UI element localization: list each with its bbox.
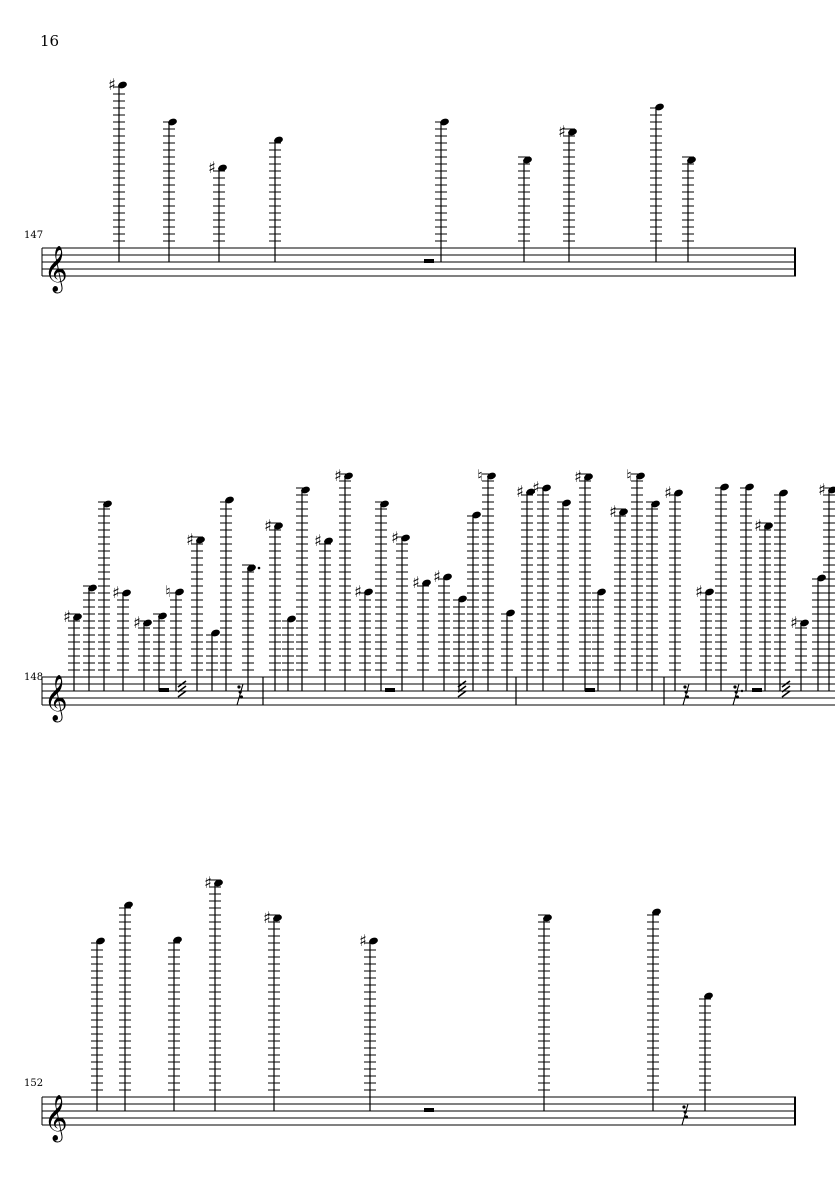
note — [774, 488, 789, 691]
half-rest — [159, 688, 169, 692]
short-rest — [237, 684, 243, 705]
note — [220, 495, 235, 691]
note — [609, 502, 629, 691]
treble-clef-icon: 𝄞 — [44, 246, 68, 292]
rest-flag — [237, 685, 240, 688]
note — [112, 583, 132, 691]
rest-flag — [686, 695, 689, 698]
augmentation-dot — [258, 567, 261, 570]
note — [695, 582, 715, 691]
sharp-icon: ♯ — [186, 530, 194, 549]
note — [269, 135, 284, 262]
sharp-icon: ♯ — [204, 873, 212, 892]
note — [558, 122, 578, 262]
sharp-icon: ♯ — [108, 75, 116, 94]
note — [626, 466, 646, 691]
note — [208, 158, 228, 262]
short-rest — [733, 684, 743, 705]
note — [538, 913, 553, 1111]
note — [391, 528, 411, 691]
natural-icon: ♮ — [477, 466, 483, 485]
note — [647, 907, 662, 1111]
note — [557, 498, 572, 691]
sharp-icon: ♯ — [433, 567, 441, 586]
augmentation-dot — [741, 690, 743, 692]
note — [359, 931, 379, 1111]
note — [186, 530, 206, 691]
note — [153, 611, 168, 691]
note — [91, 936, 106, 1111]
note — [98, 499, 113, 691]
sharp-icon: ♯ — [818, 480, 826, 499]
half-rest — [424, 1108, 434, 1112]
sharp-icon: ♯ — [133, 613, 141, 632]
treble-clef-icon: 𝄞 — [44, 675, 68, 721]
note — [467, 510, 482, 691]
half-rest — [424, 259, 434, 263]
natural-icon: ♮ — [626, 466, 632, 485]
staff-system-152 — [42, 1095, 796, 1143]
sharp-icon: ♯ — [314, 531, 322, 550]
note — [282, 614, 297, 691]
half-rest — [385, 688, 395, 692]
sharp-icon: ♯ — [263, 908, 271, 927]
sharp-icon: ♯ — [664, 483, 672, 502]
note — [314, 531, 334, 691]
note — [108, 75, 128, 262]
measure-number-152: 152 — [24, 1078, 44, 1089]
rest-flag — [733, 685, 736, 688]
note — [433, 567, 453, 691]
note — [754, 516, 774, 691]
measure-number-148: 148 — [24, 672, 44, 683]
note — [740, 482, 755, 691]
note — [206, 628, 221, 691]
note — [532, 478, 552, 691]
note — [646, 499, 661, 691]
note — [699, 991, 714, 1111]
sharp-icon: ♯ — [609, 502, 617, 521]
treble-clef-icon: 𝄞 — [44, 1095, 68, 1141]
note — [296, 485, 311, 691]
rest-flag — [735, 690, 738, 693]
note — [682, 155, 697, 262]
sharp-icon: ♯ — [359, 931, 367, 950]
note — [163, 117, 178, 262]
half-rest — [585, 688, 595, 692]
note — [264, 516, 284, 691]
page-number: 16 — [40, 32, 60, 50]
beam-flags — [178, 681, 186, 697]
note — [435, 117, 450, 262]
rest-flag — [682, 1105, 685, 1108]
sharp-icon: ♯ — [532, 478, 540, 497]
measure-number-147: 147 — [24, 230, 44, 241]
rest-flag — [239, 690, 242, 693]
note — [790, 613, 810, 691]
notehead — [827, 485, 835, 494]
sharp-icon: ♯ — [334, 466, 342, 485]
rest-flag — [736, 695, 739, 698]
note — [204, 873, 224, 1111]
note — [165, 582, 185, 691]
note — [574, 467, 594, 691]
rest-flag — [685, 690, 688, 693]
note — [664, 483, 684, 691]
sharp-icon: ♯ — [558, 122, 566, 141]
rest-flag — [685, 1115, 688, 1118]
note — [501, 608, 516, 691]
note — [812, 573, 827, 691]
note — [592, 587, 607, 691]
note — [375, 499, 390, 691]
note — [518, 155, 533, 262]
short-rest — [683, 684, 689, 705]
sharp-icon: ♯ — [208, 158, 216, 177]
note — [477, 466, 497, 691]
sharp-icon: ♯ — [63, 607, 71, 626]
note — [516, 482, 536, 691]
note — [133, 613, 153, 691]
sharp-icon: ♯ — [516, 482, 524, 501]
note — [83, 583, 98, 691]
rest-flag — [683, 685, 686, 688]
note — [334, 466, 354, 691]
rest-flag — [684, 1110, 687, 1113]
staff-system-147 — [42, 246, 796, 294]
sharp-icon: ♯ — [412, 573, 420, 592]
sharp-icon: ♯ — [264, 516, 272, 535]
note — [242, 563, 260, 691]
half-rest — [752, 688, 762, 692]
note — [354, 582, 374, 691]
note — [412, 573, 432, 691]
note — [650, 102, 665, 262]
note — [263, 908, 283, 1111]
note — [168, 935, 183, 1111]
short-rest — [682, 1104, 688, 1125]
sharp-icon: ♯ — [754, 516, 762, 535]
sharp-icon: ♯ — [354, 582, 362, 601]
staff-system-148 — [42, 675, 835, 723]
note — [715, 482, 730, 691]
beam-flags — [782, 681, 790, 697]
sharp-icon: ♯ — [574, 467, 582, 486]
sharp-icon: ♯ — [112, 583, 120, 602]
sharp-icon: ♯ — [391, 528, 399, 547]
note — [119, 900, 134, 1111]
natural-icon: ♮ — [165, 582, 171, 601]
sharp-icon: ♯ — [790, 613, 798, 632]
rest-flag — [240, 695, 243, 698]
sharp-icon: ♯ — [695, 582, 703, 601]
